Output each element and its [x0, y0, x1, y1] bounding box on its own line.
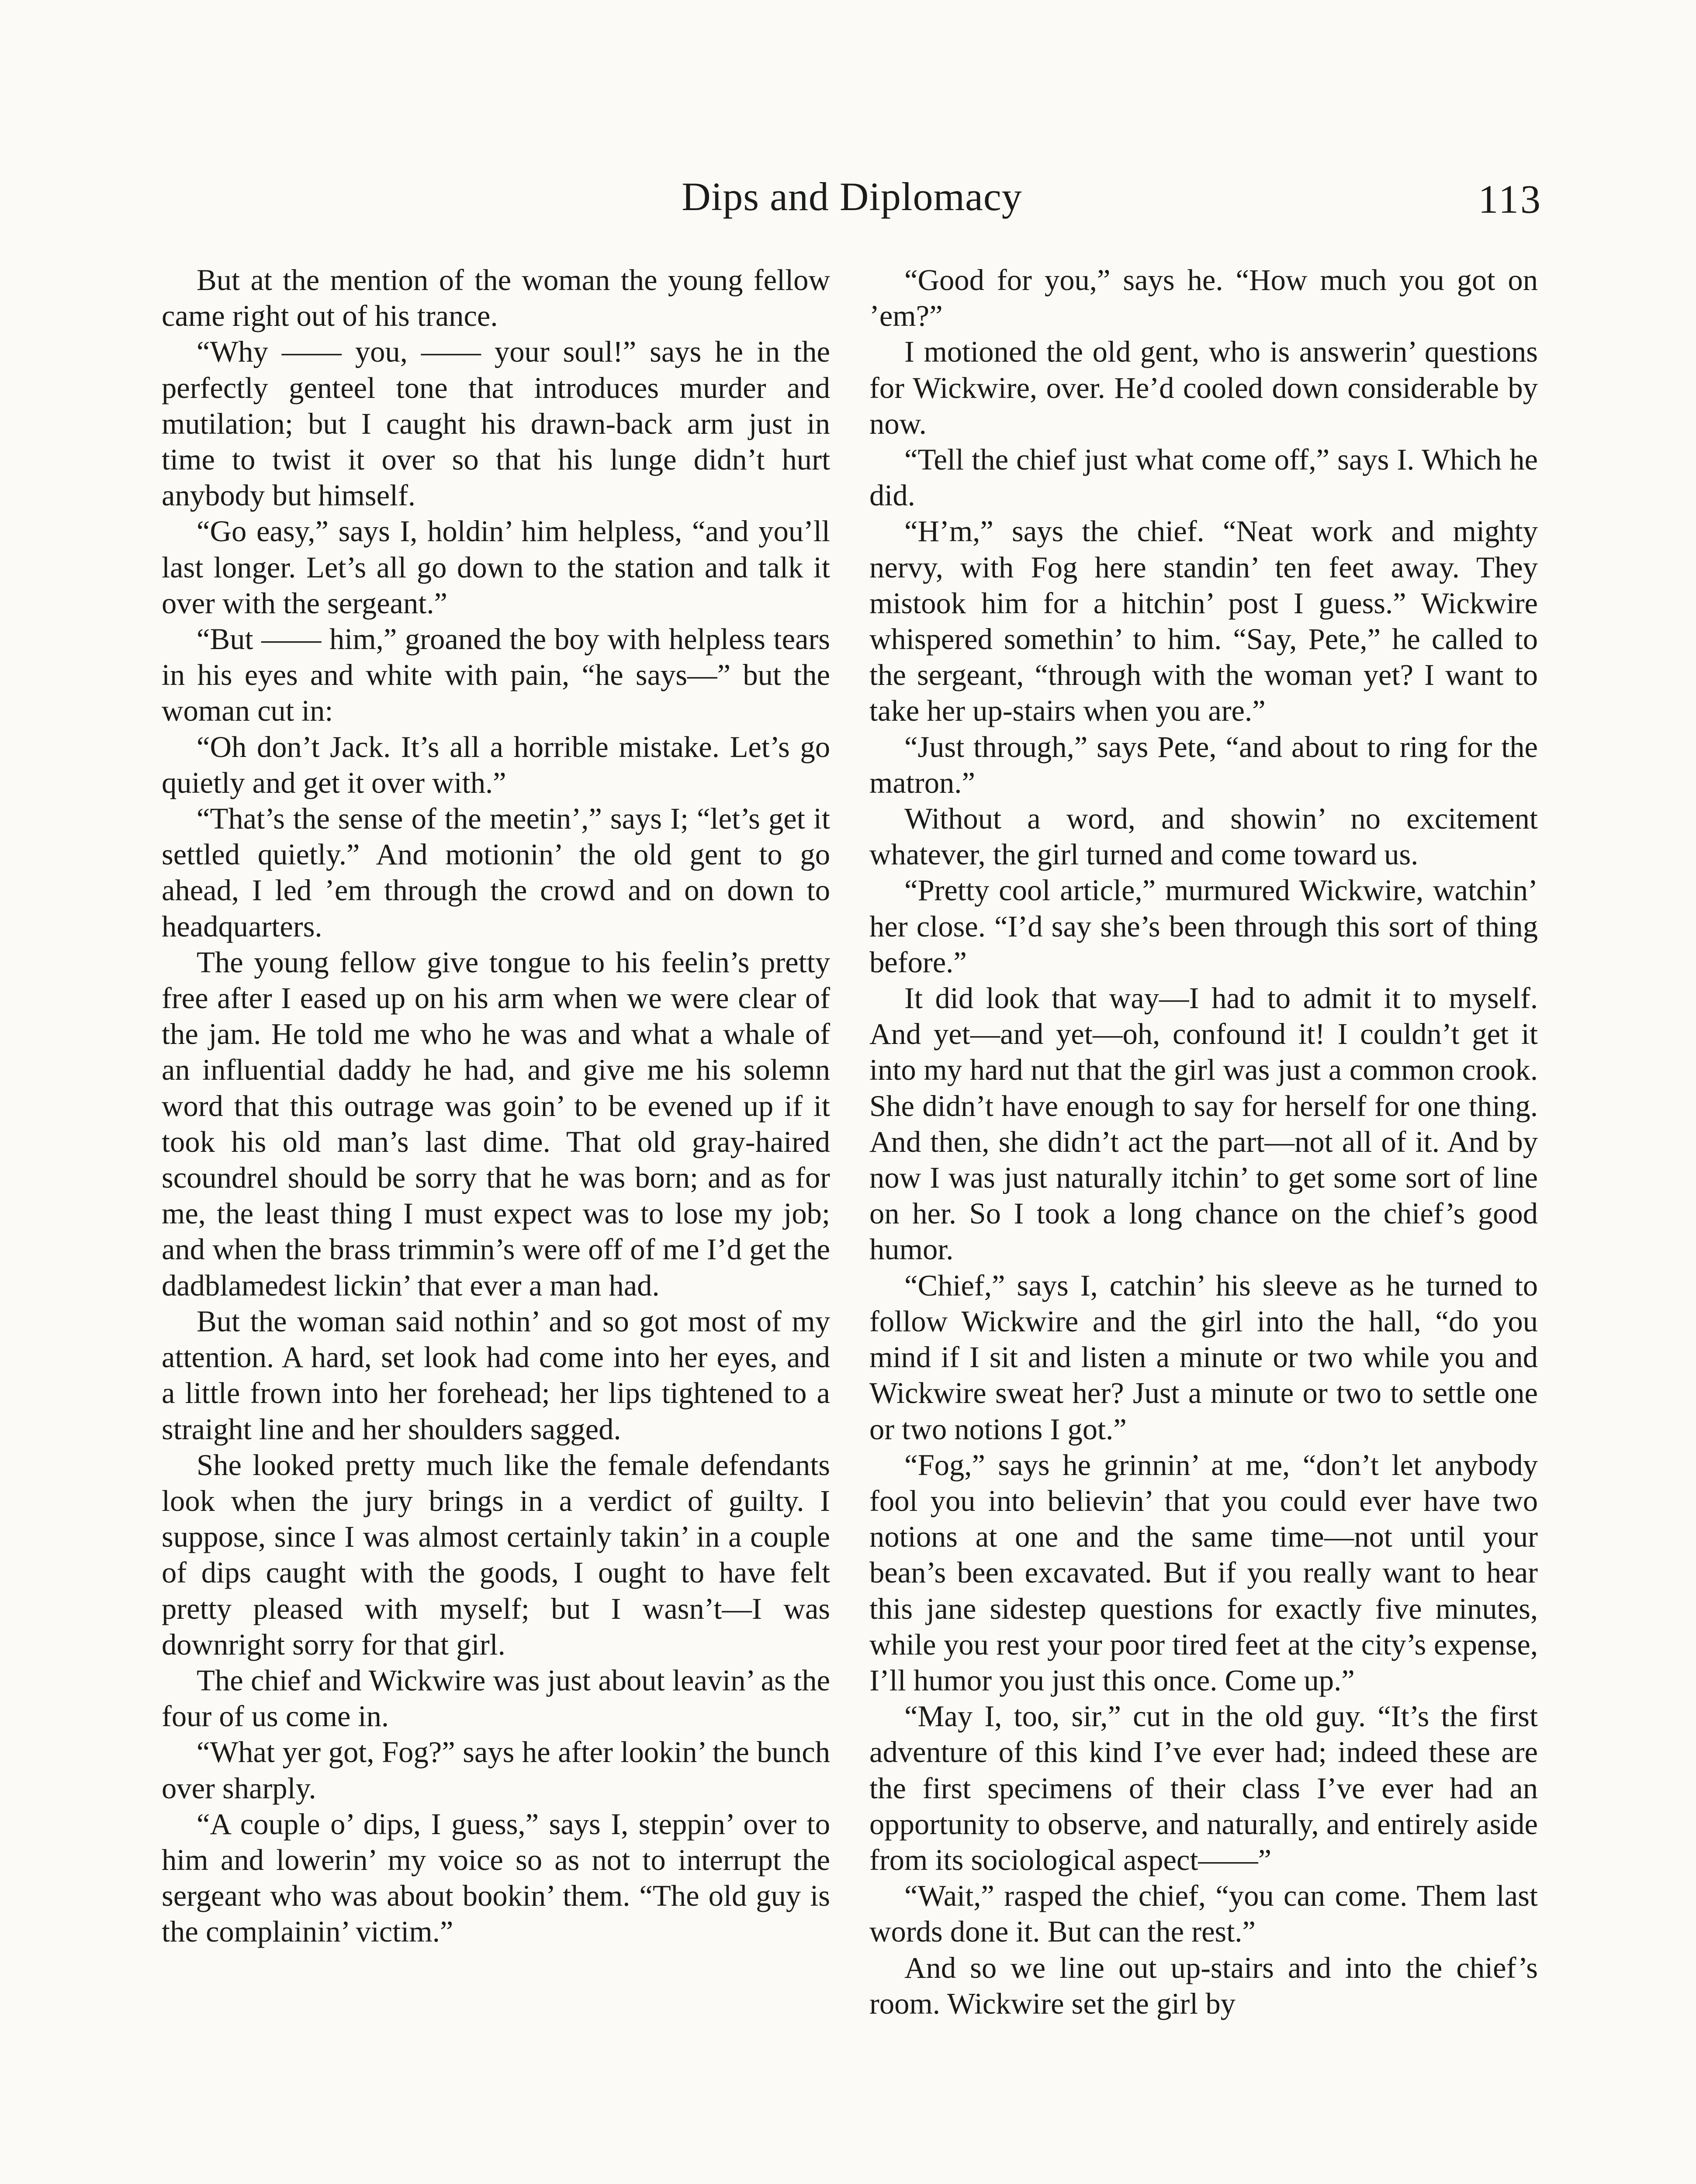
paragraph: “Fog,” says he grinnin’ at me, “don’t let anybody fool you into believin’ that you could ever have two notions at one and the same time—not until your bean’s been excavated. But if you really want to hear this jane sidestep questions for exactly five minutes, while you rest your poor tired feet at the city’s expense, I’ll humor you just this once. Come up.” — [869, 1448, 1538, 1697]
paragraph: And so we line out up-stairs and into the chief’s room. Wickwire set the girl by — [869, 1951, 1538, 2020]
paragraph: The young fellow give tongue to his feelin’s pretty free after I eased up on his arm when we were clear of the jam. He told me who he was and what a whale of an influential daddy he had, and give me his solemn word that this outrage was goin’ to be evened up if it took his old man’s last dime. That old gray-haired scoundrel should be sorry that he was born; and as for me, the least thing I must expect was to lose my job; and when the brass trimmin’s were off of me I’d get the dadblamedest lickin’ that ever a man had. — [162, 945, 830, 1302]
paragraph: “Good for you,” says he. “How much you got on ’em?” — [869, 263, 1538, 333]
paragraph: “That’s the sense of the meetin’,” says I; “let’s get it settled quietly.” And motionin’ the old gent to go ahead, I led ’em through the crowd and on down to headquarters. — [162, 802, 830, 943]
right-column — [869, 262, 1538, 2022]
paragraph: “Chief,” says I, catchin’ his sleeve as he turned to follow Wickwire and the girl into the hall, “do you mind if I sit and listen a minute or two while you and Wickwire sweat her? Just a minute or two to settle one or two notions I got.” — [869, 1268, 1538, 1446]
paragraph: “Go easy,” says I, holdin’ him helpless, “and you’ll last longer. Let’s all go down to the station and talk it over with the sergeant.” — [162, 515, 830, 620]
paragraph: “But —— him,” groaned the boy with helpless tears in his eyes and white with pain, “he says—” but the woman cut in: — [162, 622, 830, 728]
paragraph: Without a word, and showin’ no excitement whatever, the girl turned and come toward us. — [869, 802, 1538, 871]
paragraph: “Tell the chief just what come off,” says I. Which he did. — [869, 443, 1538, 512]
paragraph: “Just through,” says Pete, “and about to ring for the matron.” — [869, 730, 1538, 799]
paragraph: It did look that way—I had to admit it to myself. And yet—and yet—oh, confound it! I couldn’t get it into my hard nut that the girl was just a common crook. She didn’t have enough to say for herself for one thing. And then, she didn’t act the part—not all of it. And by now I was just naturally itchin’ to get some sort of line on her. So I took a long chance on the chief’s good humor. — [869, 981, 1538, 1266]
paragraph: “A couple o’ dips, I guess,” says I, steppin’ over to him and lowerin’ my voice so as not to interrupt the sergeant who was about bookin’ them. “The old guy is the complainin’ victim.” — [162, 1807, 830, 1949]
page-number: 113 — [1478, 177, 1542, 221]
paragraph: “Oh don’t Jack. It’s all a horrible mistake. Let’s go quietly and get it over with.” — [162, 730, 830, 799]
paragraph: “H’m,” says the chief. “Neat work and mighty nervy, with Fog here standin’ ten feet away. They mistook him for a hitchin’ post I guess.” Wickwire whispered somethin’ to him. “Say, Pete,” he called to the sergeant, “through with the woman yet? I want to take her up-stairs when you are.” — [869, 515, 1538, 728]
paragraph: But the woman said nothin’ and so got most of my attention. A hard, set look had come into her eyes, and a little frown into her forehead; her lips tightened to a straight line and her shoulders sagged. — [162, 1304, 830, 1446]
paragraph: The chief and Wickwire was just about leavin’ as the four of us come in. — [162, 1663, 830, 1733]
paragraph: “Wait,” rasped the chief, “you can come. Them last words done it. But can the rest.” — [869, 1879, 1538, 1949]
paragraph: “What yer got, Fog?” says he after lookin’ the bunch over sharply. — [162, 1735, 830, 1805]
running-head: Dips and Diplomacy — [682, 174, 1022, 219]
paragraph: “Why —— you, —— your soul!” says he in the perfectly genteel tone that introduces murder and mutilation; but I caught his drawn-back arm just in time to twist it over so that his lunge didn’t hurt anybody but himself. — [162, 335, 830, 512]
paragraph: “May I, too, sir,” cut in the old guy. “It’s the first adventure of this kind I’ve ever had; indeed these are the first specimens of their class I’ve ever had an opportunity to observe, and naturally, and entirely aside from its sociological aspect——” — [869, 1700, 1538, 1876]
paragraph: She looked pretty much like the female defendants look when the jury brings in a verdict of guilty. I suppose, since I was almost certainly takin’ in a couple of dips caught with the goods, I ought to have felt pretty pleased with myself; but I wasn’t—I was downright sorry for that girl. — [162, 1448, 830, 1661]
page-header — [162, 170, 1542, 232]
paragraph: “Pretty cool article,” murmured Wickwire, watchin’ her close. “I’d say she’s been through this sort of thing before.” — [869, 874, 1538, 979]
paragraph: But at the mention of the woman the young fellow came right out of his trance. — [162, 263, 830, 333]
paragraph: I motioned the old gent, who is answerin’ questions for Wickwire, over. He’d cooled down considerable by now. — [869, 335, 1538, 440]
left-column — [162, 262, 830, 1950]
